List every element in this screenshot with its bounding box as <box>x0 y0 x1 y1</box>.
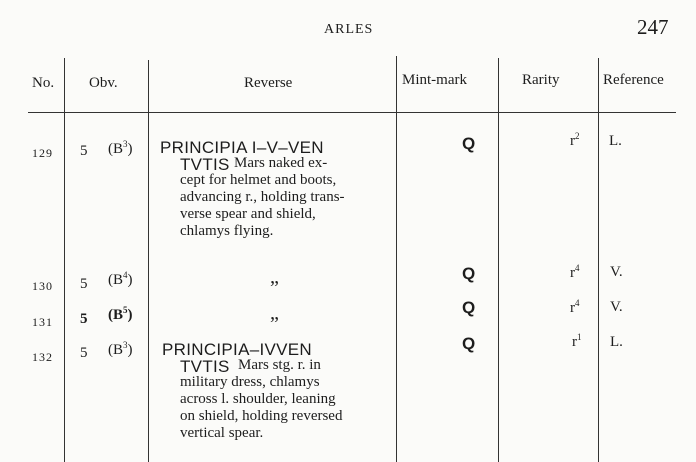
column-divider-reverse <box>396 56 397 462</box>
rarity-letter: r <box>570 265 575 281</box>
mint-mark: Q <box>462 298 476 317</box>
bust-letter: B <box>113 342 124 358</box>
bust-superscript: 4 <box>123 270 128 280</box>
ditto-mark: „ <box>270 266 279 288</box>
running-head: ARLES <box>324 22 374 37</box>
catalogue-number: 130 <box>32 279 53 293</box>
column-header-reverse: Reverse <box>244 75 293 91</box>
reverse-legend: PRINCIPIA I–V–VEN <box>160 138 324 157</box>
description-line: vertical spear. <box>180 425 264 441</box>
rarity-value <box>572 334 582 351</box>
rarity-letter: r <box>570 300 575 316</box>
column-divider-mint-mark <box>498 58 499 462</box>
rarity-superscript: 4 <box>575 298 580 308</box>
bust-letter: B <box>113 272 124 288</box>
obverse-type <box>80 311 88 328</box>
description-line: on shield, holding reversed <box>180 408 343 424</box>
obverse-type <box>80 345 88 362</box>
column-header-mint-mark: Mint-mark <box>402 72 467 88</box>
description-line: cept for helmet and boots, <box>180 172 337 188</box>
ditto-mark: „ <box>270 302 279 324</box>
reference-value: V. <box>610 299 623 315</box>
rarity-letter: r <box>570 133 575 149</box>
description-line: Mars stg. r. in <box>238 357 321 373</box>
obverse-number: 5 <box>80 311 88 327</box>
obverse-number: 5 <box>80 345 88 361</box>
description-line: chlamys flying. <box>180 223 274 239</box>
mint-mark: Q <box>462 334 476 353</box>
obverse-bust: $(B^3)$ <box>108 340 133 358</box>
description-line: military dress, chlamys <box>180 374 320 390</box>
reverse-description <box>180 155 345 240</box>
header-rule <box>28 112 676 113</box>
rarity-superscript: 2 <box>575 131 580 141</box>
obverse-bust: $(B^3)$ <box>108 139 133 157</box>
column-header-no: No. <box>32 75 55 91</box>
column-divider-rarity <box>598 58 599 462</box>
column-divider-no <box>64 58 65 462</box>
reference-value: L. <box>610 334 623 350</box>
obverse-type <box>80 143 88 160</box>
catalogue-number: 129 <box>32 146 53 160</box>
rarity-superscript: 1 <box>577 332 582 342</box>
mint-mark: Q <box>462 264 476 283</box>
description-line: advancing r., holding trans- <box>180 189 345 205</box>
rarity-value <box>570 265 580 282</box>
bust-superscript: 3 <box>123 340 128 350</box>
rarity-value <box>570 300 580 317</box>
column-header-rarity: Rarity <box>522 72 560 88</box>
obverse-type <box>80 276 88 293</box>
column-divider-obv <box>148 60 149 462</box>
bust-superscript: 5 <box>123 305 128 315</box>
page-number: 247 <box>637 15 669 39</box>
column-header-obv: Obv. <box>89 75 118 91</box>
reference-value: V. <box>610 264 623 280</box>
obverse-bust: $(B^5)$ <box>108 305 133 323</box>
reverse-legend: PRINCIPIA–IVVEN <box>162 340 312 359</box>
description-line: Mars naked ex- <box>234 155 328 171</box>
description-line: verse spear and shield, <box>180 206 316 222</box>
reverse-legend-continued: TVTIS <box>180 357 230 376</box>
bust-letter: B <box>113 307 124 323</box>
obverse-number: 5 <box>80 143 88 159</box>
rarity-value <box>570 133 580 150</box>
column-header-reference: Reference <box>603 72 664 88</box>
bust-superscript: 3 <box>123 139 128 149</box>
rarity-superscript: 4 <box>575 263 580 273</box>
catalogue-number: 131 <box>32 315 53 329</box>
obverse-bust: $(B^4)$ <box>108 270 133 288</box>
rarity-letter: r <box>572 334 577 350</box>
reverse-description <box>180 357 342 442</box>
description-line: across l. shoulder, leaning <box>180 391 336 407</box>
reference-value: L. <box>609 133 622 149</box>
mint-mark: Q <box>462 134 476 153</box>
catalogue-number: 132 <box>32 350 53 364</box>
reverse-legend-continued: TVTIS <box>180 155 230 174</box>
bust-letter: B <box>113 141 124 157</box>
obverse-number: 5 <box>80 276 88 292</box>
